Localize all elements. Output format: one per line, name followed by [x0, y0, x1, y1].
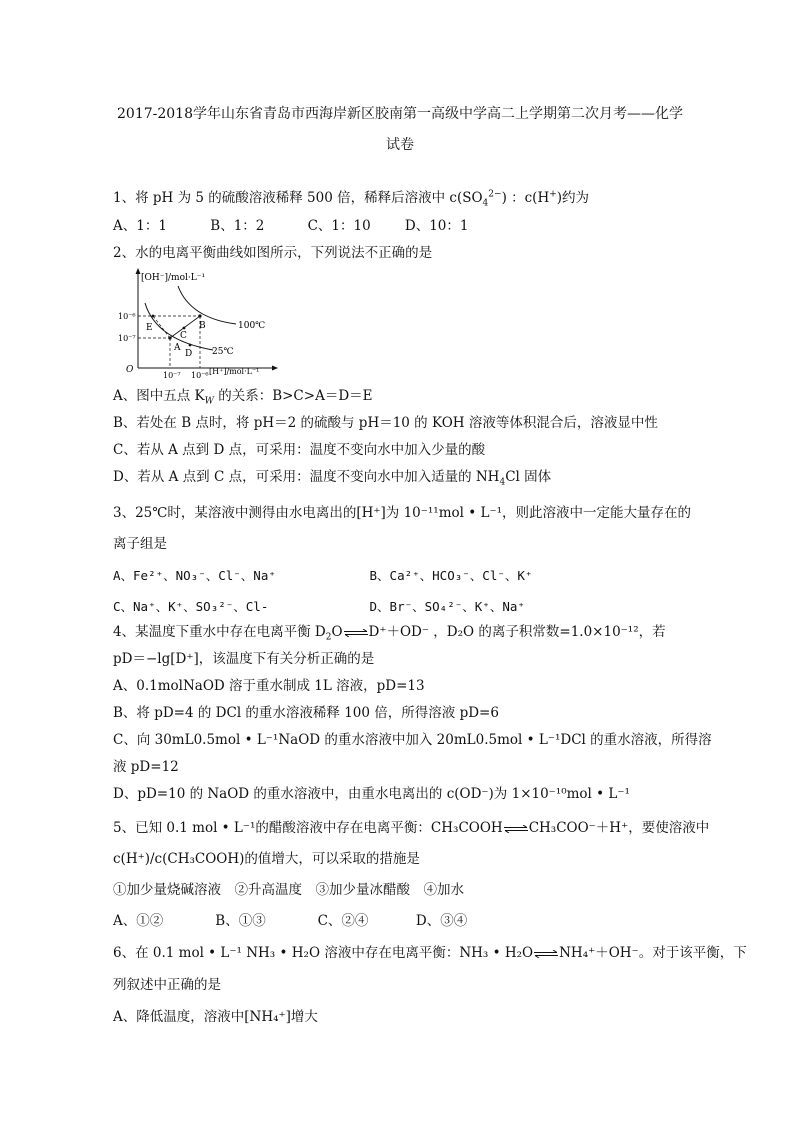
x-axis-arrow	[272, 366, 278, 371]
q1-options	[113, 220, 468, 234]
xtick-high: 10⁻⁶	[191, 371, 209, 380]
x-axis-label: [H⁺]/mol·L⁻¹	[209, 367, 260, 376]
label-point-c: C	[180, 331, 187, 341]
q2-option-c: C、若从 A 点到 D 点，可采用：温度不变向水中加入少量的酸	[113, 442, 486, 458]
q2-option-d: D、若从 A 点到 C 点，可采用：温度不变向水中加入适量的 $NH_4Cl$ 固体	[113, 469, 552, 488]
q3-stem-line1: 3、25℃时，某溶液中测得由水电离出的[H⁺]为 10⁻¹¹mol • L⁻¹，则此溶液中一定能大量存在的	[113, 505, 692, 521]
origin-label: O	[126, 365, 134, 375]
q5-option-c: C、②④	[317, 913, 369, 929]
point-c	[183, 327, 186, 330]
q1-option-c: C、1：10	[307, 218, 371, 234]
q3-option-d: D、Br⁻、SO₄²⁻、K⁺、Na⁺	[369, 599, 525, 614]
q3-stem-line2: 离子组是	[113, 536, 167, 552]
q3-option-a: A、Fe²⁺、NO₃⁻、Cl⁻、Na⁺	[113, 568, 276, 583]
q5-option-b: B、①③	[215, 913, 266, 929]
label-point-e: E	[146, 323, 153, 333]
document-title-line2: 试卷	[386, 137, 414, 153]
q6-option-a: A、降低温度，溶液中[NH₄⁺]增大	[113, 1009, 318, 1025]
q4-option-c-line1: C、向 30mL0.5mol • L⁻¹NaOD 的重水溶液中加入 20mL0.5mol • L⁻¹DCl 的重水溶液，所得溶	[113, 732, 712, 748]
q2-option-a: A、图中五点 $K_W$ 的关系：B>C>A＝D＝E	[113, 388, 373, 407]
q2-stem: 2、水的电离平衡曲线如图所示，下列说法不正确的是	[113, 245, 433, 261]
q6-stem-line1: 6、在 0.1 mol • L⁻¹ NH₃ • H₂O 溶液中存在电离平衡：NH₃ • H₂O NH₄⁺＋OH⁻。对于该平衡，下	[113, 945, 747, 961]
label-point-d: D	[185, 349, 193, 359]
q3-options-row2	[113, 601, 525, 614]
q3-option-b: B、Ca²⁺、HCO₃⁻、Cl⁻、K⁺	[369, 568, 533, 583]
q3-options-row1	[113, 570, 532, 583]
y-axis-arrow	[136, 268, 141, 274]
q2-option-b: B、若处在 B 点时，将 pH＝2 的硫酸与 pH＝10 的 KOH 溶液等体积混合后，溶液显中性	[113, 415, 658, 431]
q1-option-a: A、1：1	[113, 218, 167, 234]
q1-stem: 1、将 pH 为 5 的硫酸溶液稀释 500 倍，稀释后溶液中 $c(SO_4^{2-})$ ：c(H+)约为	[113, 189, 590, 209]
point-a	[168, 336, 171, 339]
water-ionization-diagram	[118, 268, 283, 380]
curve-100c	[178, 286, 236, 324]
label-point-a: A	[174, 343, 181, 353]
q4-stem-line2: pD＝−lg[D⁺]，该温度下有关分析正确的是	[113, 651, 375, 667]
equilibrium-arrow	[533, 950, 559, 958]
xtick-low: 10⁻⁷	[163, 371, 181, 380]
q4-option-a: A、0.1molNaOD 溶于重水制成 1L 溶液，pD=13	[113, 678, 425, 694]
guide-e-a	[153, 316, 170, 338]
q3-option-c: C、Na⁺、K⁺、SO₃²⁻、Cl-	[113, 599, 269, 614]
q5-option-d: D、③④	[415, 913, 468, 929]
point-e	[152, 315, 155, 318]
q5-option-a: A、①②	[113, 913, 164, 929]
q5-options	[113, 915, 467, 929]
ytick-high: 10⁻⁶	[118, 312, 136, 321]
equilibrium-arrow	[503, 825, 529, 833]
equilibrium-arrow	[343, 629, 369, 637]
q5-stem-line2: c(H⁺)/c(CH₃COOH)的值增大，可以采取的措施是	[113, 851, 420, 867]
q4-stem-line1: 4、某温度下重水中存在电离平衡 $D_2O$ D⁺＋OD⁻ ，D₂O 的离子积常数=1.0×10⁻¹²，若	[113, 624, 666, 643]
q4-option-c-line2: 液 pD=12	[113, 759, 179, 775]
label-point-b: B	[199, 321, 206, 331]
label-100c: 100℃	[238, 321, 266, 331]
document-title-line1: 2017-2018学年山东省青岛市西海岸新区胶南第一高级中学高二上学期第二次月考——化学	[117, 106, 683, 122]
point-d	[189, 344, 192, 347]
q5-stem-line1: 5、已知 0.1 mol • L⁻¹的醋酸溶液中存在电离平衡：CH₃COOH CH₃COO⁻＋H⁺，要使溶液中	[113, 820, 710, 836]
q4-option-b: B、将 pD=4 的 DCl 的重水溶液稀释 100 倍，所得溶液 pD=6	[113, 705, 499, 721]
point-b	[198, 314, 201, 317]
q1-option-b: B、1：2	[210, 218, 265, 234]
ytick-low: 10⁻⁷	[118, 334, 136, 343]
q4-option-d: D、pD=10 的 NaOD 的重水溶液中，由重水电离出的 c(OD⁻)为 1×10⁻¹⁰mol • L⁻¹	[113, 786, 630, 802]
q1-option-d: D、10：1	[404, 218, 469, 234]
q6-stem-line2: 列叙述中正确的是	[113, 977, 221, 993]
y-axis-label: [OH⁻]/mol·L⁻¹	[141, 273, 206, 283]
label-25c: 25℃	[212, 347, 234, 357]
q5-measures: ①加少量烧碱溶液 ②升高温度 ③加少量冰醋酸 ④加水	[113, 882, 464, 898]
